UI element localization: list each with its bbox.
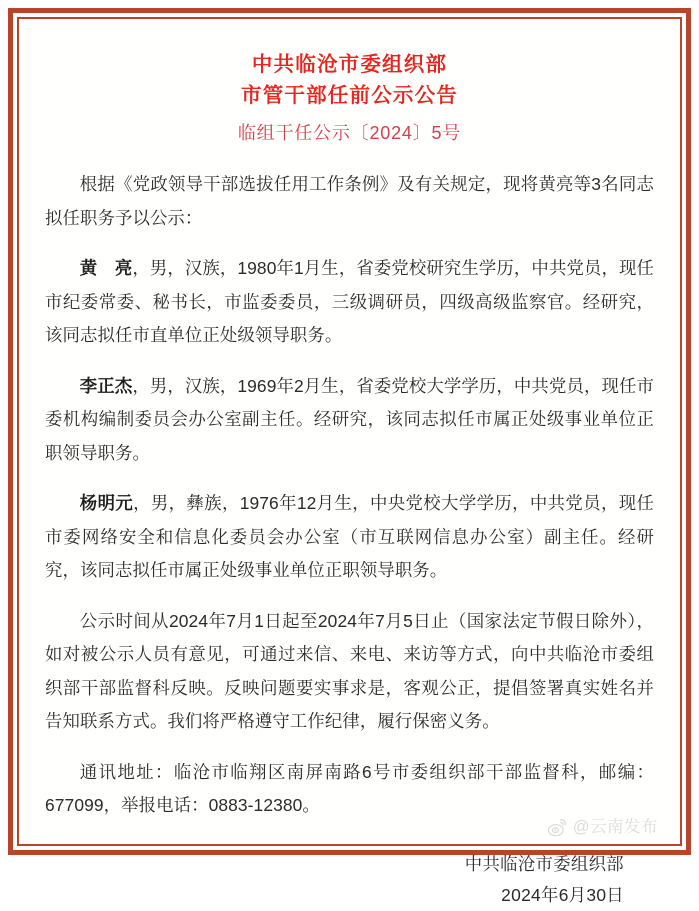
person-paragraph <box>45 370 654 471</box>
document-title-line-1: 中共临沧市委组织部 <box>251 53 448 76</box>
person-name: 杨明元 <box>79 493 134 513</box>
contact-paragraph: 通讯地址：临沧市临翔区南屏南路6号市委组织部干部监督科，邮编：677099，举报电话：0883-12380。 <box>45 761 654 815</box>
document-page <box>19 19 680 905</box>
person-name: 李正杰 <box>79 375 133 396</box>
document-header <box>45 39 654 146</box>
signature-organization: 中共临沧市委组织部 <box>464 853 624 874</box>
person-paragraph <box>45 252 654 353</box>
signature-block <box>45 849 654 911</box>
signature-date: 2024年6月30日 <box>501 884 624 905</box>
document-number: 临组干任公示〔2024〕5号 <box>237 123 462 143</box>
watermark-text: @云南发布 <box>572 818 658 837</box>
document-title-line-2: 市管干部任前公示公告 <box>241 84 458 107</box>
person-detail: ，男，汉族，1980年1月生，省委党校研究生学历，中共党员，现任市纪委常委、秘书长，市监委委员，三级调研员，四级高级监察官。经研究，该同志拟任市直单位正处级领导职务。 <box>45 258 654 345</box>
notice-period-paragraph: 公示时间从2024年7月1日起至2024年7月5日止（国家法定节假日除外），如对被公示人员有意见，可通过来信、来电、来访等方式，向中共临沧市委组织部干部监督科反映。反映问题要实事求是，客观公正，提倡签署真实姓名并告知联系方式。我们将严格遵守工作纪律，履行保密义务。 <box>45 610 654 731</box>
person-detail: ，男，汉族，1969年2月生，省委党校大学学历，中共党员，现任市委机构编制委员会办公室副主任。经研究，该同志拟任市属正处级事业单位正职领导职务。 <box>45 375 654 463</box>
intro-paragraph: 根据《党政领导干部选拔任用工作条例》及有关规定，现将黄亮等3名同志拟任职务予以公示： <box>45 174 654 228</box>
document-border-outer <box>8 8 691 905</box>
document-body <box>45 168 654 823</box>
person-name: 黄 亮 <box>79 258 133 278</box>
document-border-inner <box>17 17 682 905</box>
person-paragraph <box>45 487 654 588</box>
person-detail: ，男，彝族，1976年12月生，中央党校大学学历，中共党员，现任市委网络安全和信息化委员会办公室（市互联网信息办公室）副主任。经研究，该同志拟任市属正处级事业单位正职领导职务。 <box>45 493 654 580</box>
